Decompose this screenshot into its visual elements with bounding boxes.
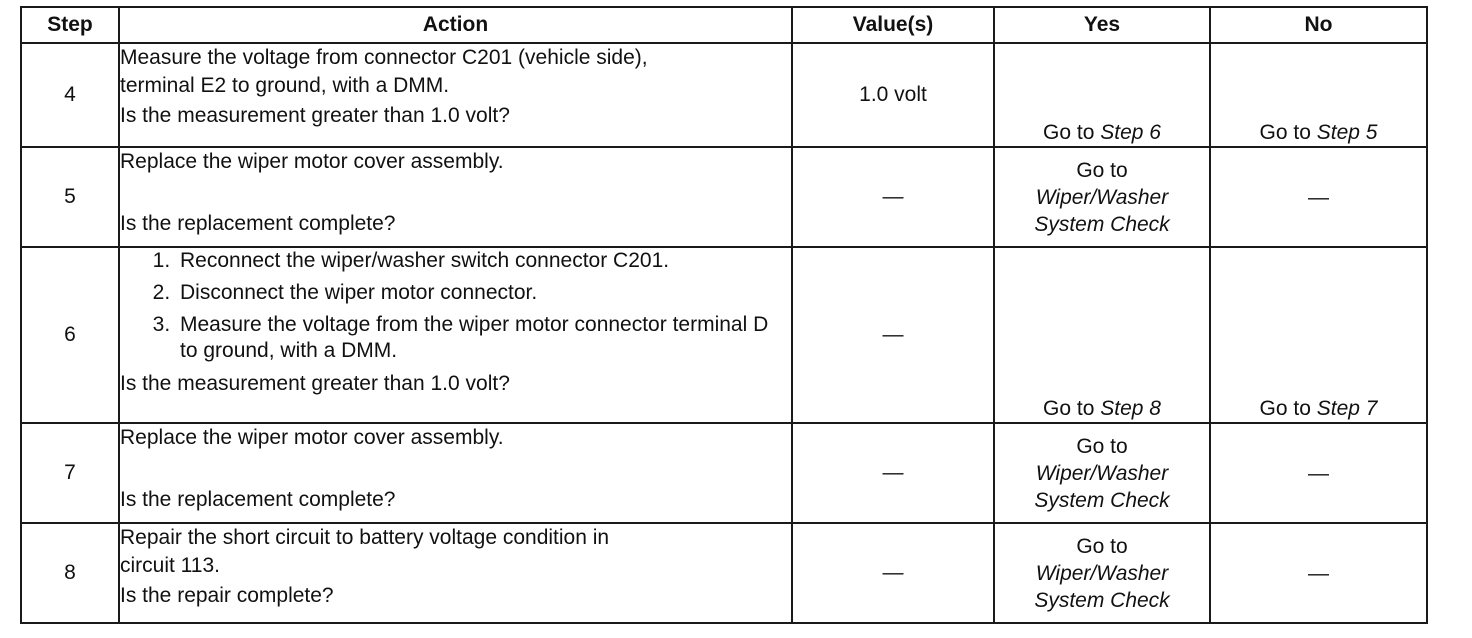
- value-cell: [792, 43, 994, 147]
- header-row: [21, 7, 1427, 43]
- step-number: 7: [21, 423, 119, 523]
- header-yes: Yes: [994, 7, 1210, 43]
- action-line: Replace the wiper motor cover assembly.: [120, 150, 504, 173]
- action-question: Is the repair complete?: [120, 584, 334, 607]
- action-question: Is the measurement greater than 1.0 volt?: [120, 104, 510, 127]
- table-row-step-8: [21, 523, 1427, 623]
- value-dash: —: [882, 561, 904, 584]
- action-cell: [119, 523, 792, 623]
- step-number: 5: [21, 147, 119, 247]
- table-row-step-4: [21, 43, 1427, 147]
- value-cell: [792, 147, 994, 247]
- action-line: Measure the voltage from connector C201 (vehicle side),: [120, 46, 648, 69]
- table-row-step-5: [21, 147, 1427, 247]
- header-values: Value(s): [792, 7, 994, 43]
- no-cell: [1210, 423, 1427, 523]
- step-number: 8: [21, 523, 119, 623]
- no-cell: [1210, 147, 1427, 247]
- action-question: Is the replacement complete?: [120, 212, 396, 235]
- yes-prefix: Go to: [1076, 158, 1128, 182]
- yes-target-link-line2[interactable]: System Check: [1034, 488, 1170, 512]
- yes-cell: [994, 423, 1210, 523]
- value-dash: —: [882, 461, 904, 484]
- value-dash: —: [882, 323, 904, 346]
- action-question: Is the replacement complete?: [120, 488, 396, 511]
- table-row-step-7: [21, 423, 1427, 523]
- yes-target-link[interactable]: Wiper/Washer: [1035, 461, 1169, 485]
- action-cell: [119, 247, 792, 423]
- no-dash: —: [1308, 461, 1329, 485]
- header-action: Action: [119, 7, 792, 43]
- no-dash: —: [1308, 185, 1329, 209]
- no-target-link[interactable]: Step 7: [1316, 397, 1378, 420]
- yes-cell: [994, 523, 1210, 623]
- step-number: 4: [21, 43, 119, 147]
- yes-prefix: Go to: [1043, 121, 1095, 144]
- value-dash: —: [882, 185, 904, 208]
- step-number: 6: [21, 247, 119, 423]
- yes-target-link[interactable]: Step 6: [1100, 121, 1161, 144]
- diagnostic-table: [20, 6, 1428, 624]
- yes-target-link[interactable]: Step 8: [1100, 397, 1161, 420]
- action-cell: [119, 43, 792, 147]
- yes-prefix: Go to: [1076, 534, 1128, 558]
- action-line: Replace the wiper motor cover assembly.: [120, 426, 504, 449]
- table-row-step-6: [21, 247, 1427, 423]
- yes-cell: [994, 247, 1210, 423]
- no-prefix: Go to: [1259, 121, 1311, 144]
- list-item: 3. Measure the voltage from the wiper motor connector terminal D to ground, with a DMM.: [176, 312, 791, 364]
- no-cell: [1210, 523, 1427, 623]
- action-line: terminal E2 to ground, with a DMM.: [120, 74, 450, 97]
- action-question: Is the measurement greater than 1.0 volt?: [120, 372, 510, 395]
- yes-prefix: Go to: [1043, 397, 1095, 420]
- action-cell: [119, 147, 792, 247]
- no-prefix: Go to: [1259, 397, 1311, 420]
- no-dash: —: [1308, 561, 1329, 585]
- action-cell: [119, 423, 792, 523]
- yes-prefix: Go to: [1076, 434, 1128, 458]
- value-cell: [792, 247, 994, 423]
- yes-target-link[interactable]: Wiper/Washer: [1035, 561, 1169, 585]
- list-item: 1. Reconnect the wiper/washer switch connector C201.: [176, 248, 791, 274]
- yes-cell: [994, 43, 1210, 147]
- yes-target-link[interactable]: Wiper/Washer: [1035, 185, 1169, 209]
- value-text: 1.0 volt: [859, 83, 927, 106]
- yes-target-link-line2[interactable]: System Check: [1034, 588, 1170, 612]
- action-steps-list: [120, 248, 791, 364]
- no-cell: [1210, 247, 1427, 423]
- yes-target-link-line2[interactable]: System Check: [1034, 212, 1170, 236]
- no-target-link[interactable]: Step 5: [1316, 121, 1378, 144]
- yes-cell: [994, 147, 1210, 247]
- action-line: circuit 113.: [120, 554, 220, 577]
- no-cell: [1210, 43, 1427, 147]
- value-cell: [792, 523, 994, 623]
- diagnostic-table-sheet: [20, 6, 1426, 624]
- header-no: No: [1210, 7, 1427, 43]
- list-item: 2. Disconnect the wiper motor connector.: [176, 280, 791, 306]
- header-step: Step: [21, 7, 119, 43]
- value-cell: [792, 423, 994, 523]
- action-line: Repair the short circuit to battery voltage condition in: [120, 526, 610, 549]
